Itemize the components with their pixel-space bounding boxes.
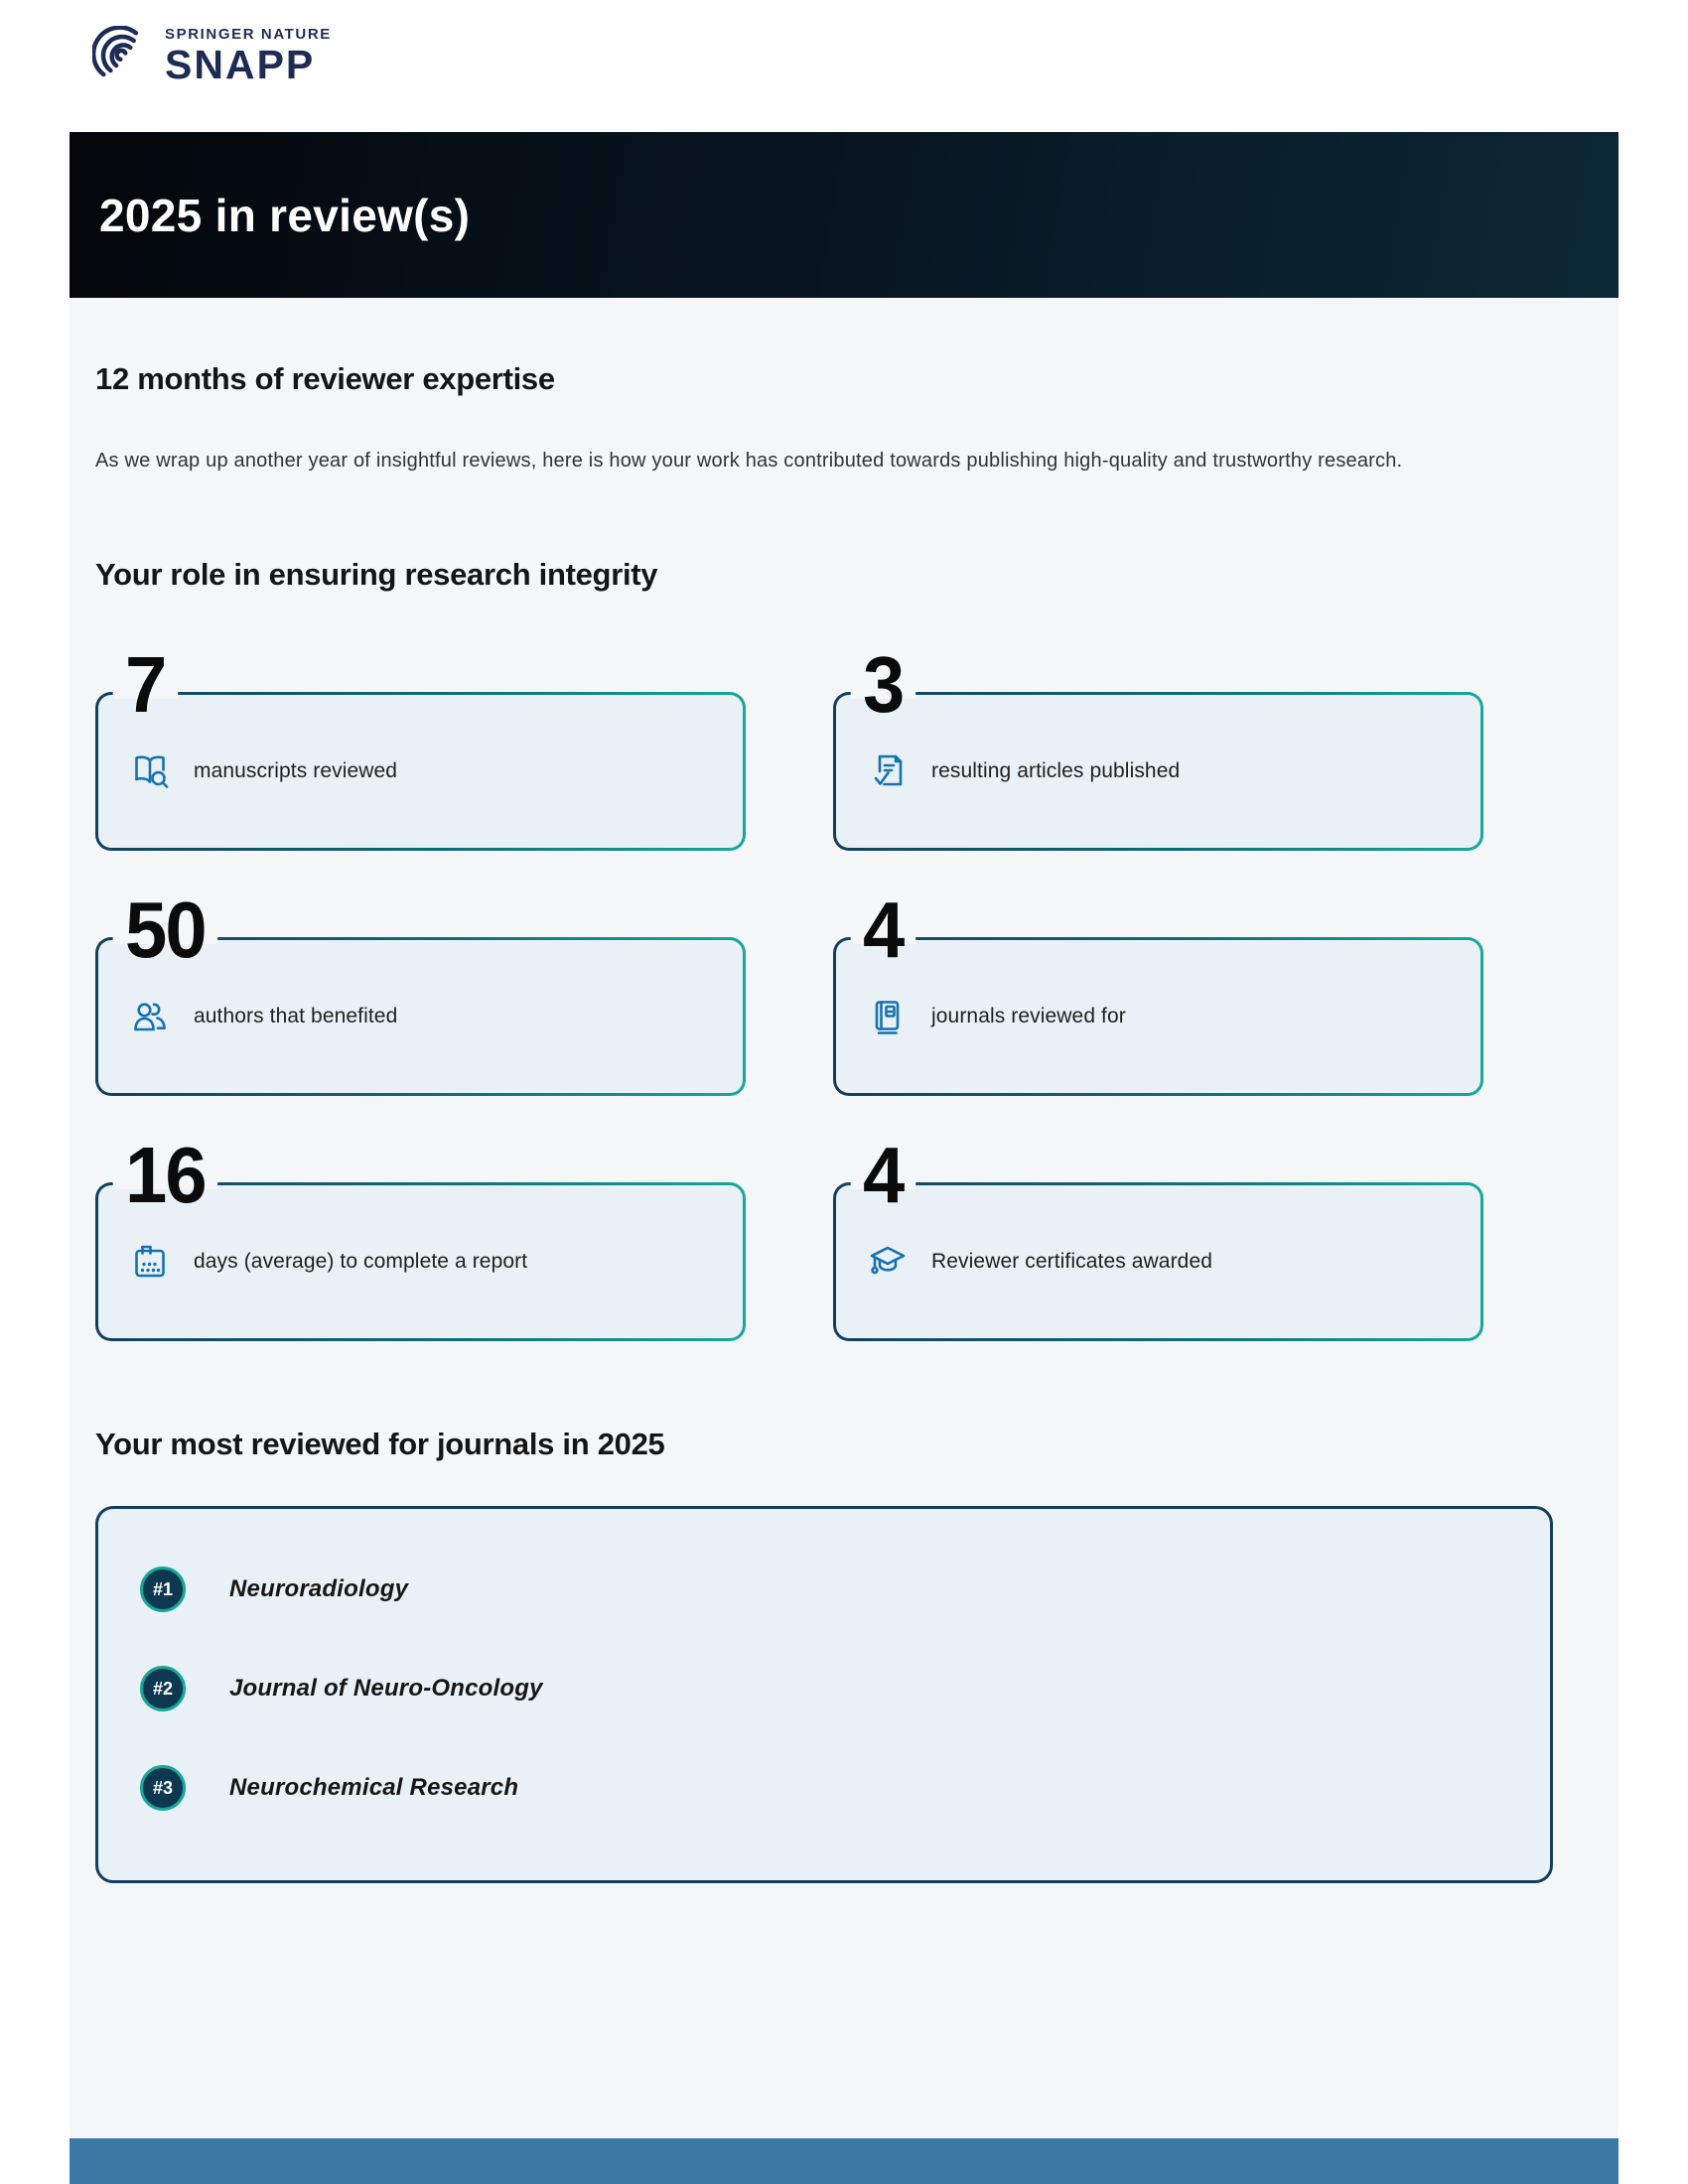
intro-paragraph: As we wrap up another year of insightful reviews, here is how your work has contributed towards publishing high-quality and trustworthy research. <box>95 450 1403 472</box>
journal-row <box>140 1567 1550 1612</box>
journal-row <box>140 1765 1550 1811</box>
journal-book-icon <box>868 997 908 1036</box>
report-banner <box>70 132 1618 298</box>
stat-value: 16 <box>125 1131 206 1219</box>
stat-card-journals-reviewed <box>833 886 1483 1096</box>
rank-badge: #1 <box>140 1567 186 1612</box>
journal-name: Journal of Neuro-Oncology <box>229 1675 543 1702</box>
graduation-cap-icon <box>868 1242 908 1282</box>
article-check-icon <box>868 751 908 791</box>
stat-label: Reviewer certificates awarded <box>931 1250 1213 1273</box>
calendar-icon <box>130 1242 170 1282</box>
stat-card-certificates-awarded <box>833 1131 1483 1341</box>
stat-label: days (average) to complete a report <box>194 1250 528 1273</box>
stat-card-authors-benefited <box>95 886 746 1096</box>
stats-grid <box>95 640 1618 1341</box>
rank-badge: #3 <box>140 1765 186 1811</box>
stat-label: manuscripts reviewed <box>194 759 398 782</box>
book-search-icon <box>130 751 170 791</box>
journal-name: Neuroradiology <box>229 1575 409 1602</box>
stat-label: authors that benefited <box>194 1005 398 1027</box>
stat-value: 3 <box>863 640 904 729</box>
footer-accent-bar <box>70 2138 1618 2184</box>
stat-card-articles-published <box>833 640 1483 851</box>
report-content <box>70 132 1618 2184</box>
stat-value: 4 <box>863 886 904 974</box>
logo-product-text: SNAPP <box>165 41 316 87</box>
journal-row <box>140 1666 1550 1711</box>
rank-badge: #2 <box>140 1666 186 1711</box>
stat-card-manuscripts-reviewed <box>95 640 746 851</box>
journal-name: Neurochemical Research <box>229 1774 519 1801</box>
stat-label: journals reviewed for <box>931 1005 1126 1027</box>
report-title: 2025 in review(s) <box>99 189 471 241</box>
top-journals-card <box>95 1506 1553 1883</box>
integrity-section-heading: Your role in ensuring research integrity <box>95 557 658 592</box>
stat-card-days-to-report <box>95 1131 746 1341</box>
stat-value: 50 <box>125 886 206 974</box>
stat-value: 7 <box>125 640 166 729</box>
stat-label: resulting articles published <box>931 759 1181 782</box>
stat-value: 4 <box>863 1131 904 1219</box>
springer-nature-globe-icon <box>92 26 152 85</box>
springer-nature-snapp-logo <box>92 26 332 85</box>
authors-icon <box>130 997 170 1036</box>
logo-brand-text: SPRINGER NATURE <box>165 25 332 43</box>
journals-section-heading: Your most reviewed for journals in 2025 <box>95 1427 665 1461</box>
intro-heading: 12 months of reviewer expertise <box>95 361 555 396</box>
